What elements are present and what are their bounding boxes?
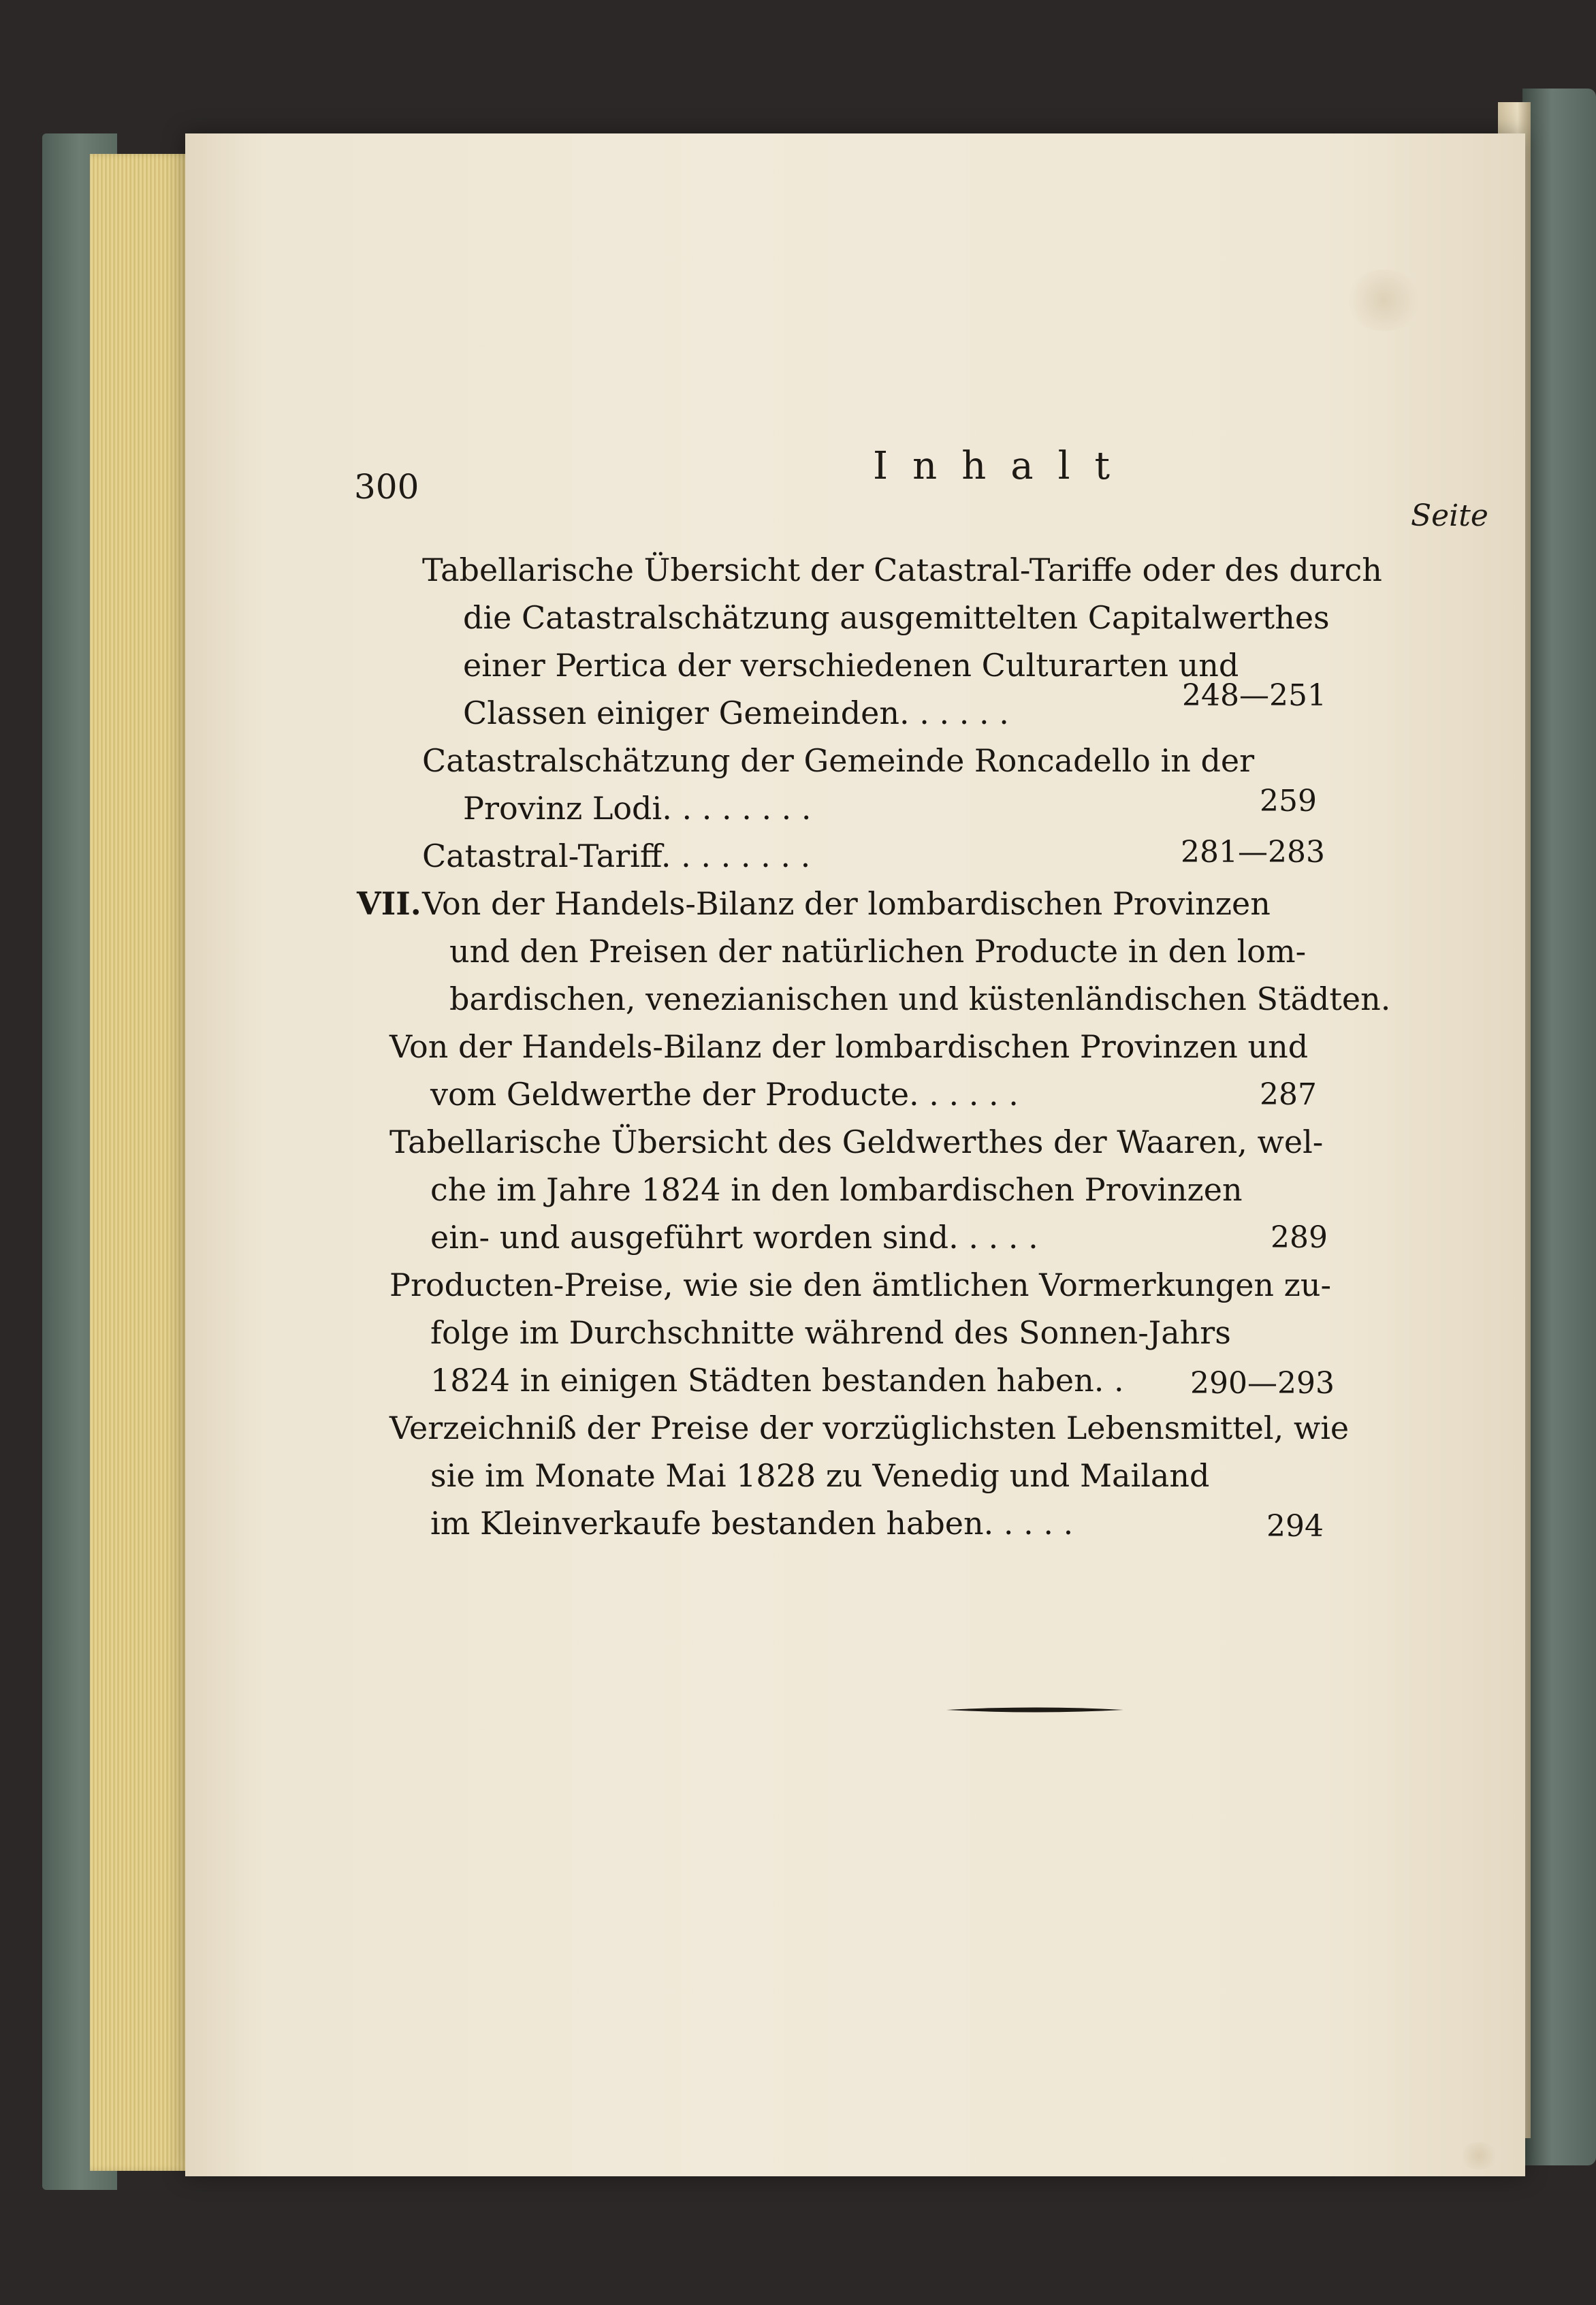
entry-line: die Catastralschätzung ausgemittelten Capitalwerthes (463, 599, 1330, 636)
paper-stain (1458, 2142, 1499, 2169)
entry-line: Provinz Lodi. . . . . . . . (463, 790, 812, 827)
page-reference: 259 (1260, 784, 1317, 818)
entry-line: Von der Handels-Bilanz der lombardischen Provinzen (422, 885, 1271, 922)
entry-line: Von der Handels-Bilanz der lombardischen Provinzen und (389, 1028, 1309, 1065)
entry-line: Tabellarische Übersicht des Geldwerthes der Waaren, wel- (389, 1124, 1324, 1160)
entry-line: 1824 in einigen Städten bestanden haben. . (430, 1362, 1124, 1399)
toc-section-heading (422, 880, 1391, 1023)
page-reference: 290—293 (1190, 1366, 1335, 1401)
toc-entry (422, 737, 1254, 832)
page-reference: 287 (1260, 1077, 1317, 1112)
end-ornament (946, 1706, 1123, 1713)
page-reference: 248—251 (1182, 678, 1326, 713)
running-title: Inhalt (873, 444, 1135, 488)
page-edges (90, 154, 199, 2171)
section-number: VII. (357, 885, 421, 922)
entry-line: Catastral-Tariff. . . . . . . . (422, 838, 811, 874)
entry-line: Catastralschätzung der Gemeinde Roncadello in der (422, 742, 1255, 779)
entry-line: vom Geldwerthe der Producte. . . . . . (430, 1076, 1019, 1113)
book-cover-right (1522, 89, 1596, 2165)
page-number: 300 (354, 467, 419, 507)
toc-entry (389, 1118, 1323, 1261)
entry-line: einer Pertica der verschiedenen Culturarten und (463, 647, 1239, 684)
toc-entry (422, 832, 810, 880)
page-reference: 281—283 (1181, 835, 1325, 870)
column-head-seite: Seite (1411, 498, 1488, 533)
entry-line: Producten-Preise, wie sie den ämtlichen Vormerkungen zu- (389, 1267, 1332, 1303)
entry-line: bardischen, venezianischen und küstenländischen Städten. (449, 981, 1391, 1017)
entry-line: Verzeichniß der Preise der vorzüglichsten Lebensmittel, wie (389, 1410, 1350, 1446)
entry-line: folge im Durchschnitte während des Sonnen-Jahrs (430, 1314, 1231, 1351)
entry-line: Classen einiger Gemeinden. . . . . . (463, 695, 1009, 731)
entry-line: che im Jahre 1824 in den lombardischen Provinzen (430, 1171, 1243, 1208)
paper-stain (1343, 270, 1424, 331)
toc-entry (389, 1404, 1349, 1547)
toc-entry (389, 1023, 1308, 1118)
entry-line: Tabellarische Übersicht der Catastral-Tariffe oder des durch (422, 552, 1382, 588)
page-reference: 294 (1266, 1509, 1324, 1544)
entry-line: ein- und ausgeführt worden sind. . . . . (430, 1219, 1038, 1256)
page-reference: 289 (1271, 1220, 1328, 1255)
book-page (185, 133, 1525, 2176)
entry-line: im Kleinverkaufe bestanden haben. . . . . (430, 1505, 1074, 1542)
entry-line: und den Preisen der natürlichen Producte in den lom- (449, 933, 1307, 970)
entry-line: sie im Monate Mai 1828 zu Venedig und Mailand (430, 1457, 1210, 1494)
